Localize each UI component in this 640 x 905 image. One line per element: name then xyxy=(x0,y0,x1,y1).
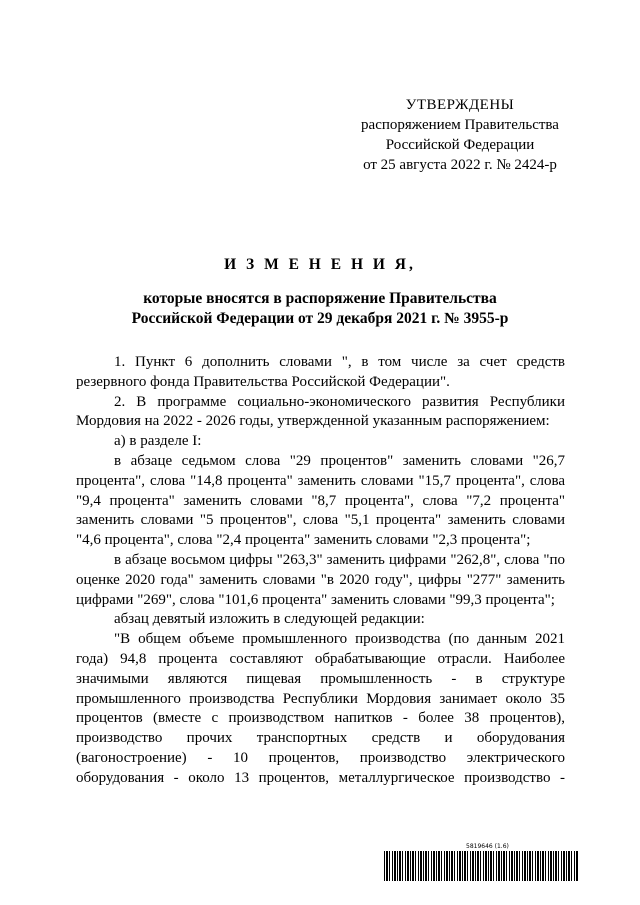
barcode-block xyxy=(384,843,578,883)
approval-line-3: от 25 августа 2022 г. № 2424-р xyxy=(363,157,557,173)
paragraph-2: 2. В программе социально-экономического развития Республики Мордовия на 2022 - 2026 годы, утвержденной указанным распоряжением: xyxy=(76,393,565,430)
paragraph-4: в абзаце седьмом слова "29 процентов" заменить словами "26,7 процента", слова "14,8 процента" заменить словами "15,7 процента", слова "9,4 процента" заменить словами "8,7 процента", слова "7,2 процента" заменить словами "5 процентов", слова "5,1 процента" заменить словами "4,6 процента", слова "2,4 процента" заменить словами "2,3 процента"; xyxy=(76,452,565,549)
title-main: И З М Е Н Е Н И Я, xyxy=(224,256,416,273)
barcode-number: 5819646 (1.6) xyxy=(466,843,509,850)
paragraph-7: "В общем объеме промышленного производства (по данным 2021 года) 94,8 процента составляют обрабатывающие отрасли. Наиболее значимыми являются пищевая промышленность - в структуре промышленного производства Республики Мордовия занимает около 35 процентов (вместе с производством напитков - более 38 процентов), производство прочих транспортных средств и оборудования (вагоностроение) - 10 процентов, производство электрического оборудования - около 13 процентов, металлургическое производство - xyxy=(76,631,565,786)
document-body xyxy=(76,353,565,789)
paragraph-1: 1. Пункт 6 дополнить словами ", в том числе за счет средств резервного фонда Правительства Российской Федерации". xyxy=(76,354,565,390)
title-sub-line-1: которые вносятся в распоряжение Правительства xyxy=(143,290,497,307)
paragraph-5: в абзаце восьмом цифры "263,3" заменить цифрами "262,8", слова "по оценке 2020 года" заменить словами "в 2020 году", цифры "277" заменить цифрами "269", слова "101,6 процента" заменить словами "99,3 процента"; xyxy=(76,551,565,608)
approval-heading: УТВЕРЖДЕНЫ xyxy=(405,97,515,113)
approval-line-1: распоряжением Правительства xyxy=(361,117,559,133)
approval-line-2: Российской Федерации xyxy=(385,137,535,153)
paragraph-6: абзац девятый изложить в следующей редакции: xyxy=(114,611,425,628)
paragraph-3: а) в разделе I: xyxy=(114,433,202,450)
barcode-image xyxy=(384,851,578,881)
title-sub-line-2: Российской Федерации от 29 декабря 2021 г. № 3955-р xyxy=(131,310,509,327)
document-title xyxy=(0,255,640,329)
approval-block xyxy=(330,95,590,175)
